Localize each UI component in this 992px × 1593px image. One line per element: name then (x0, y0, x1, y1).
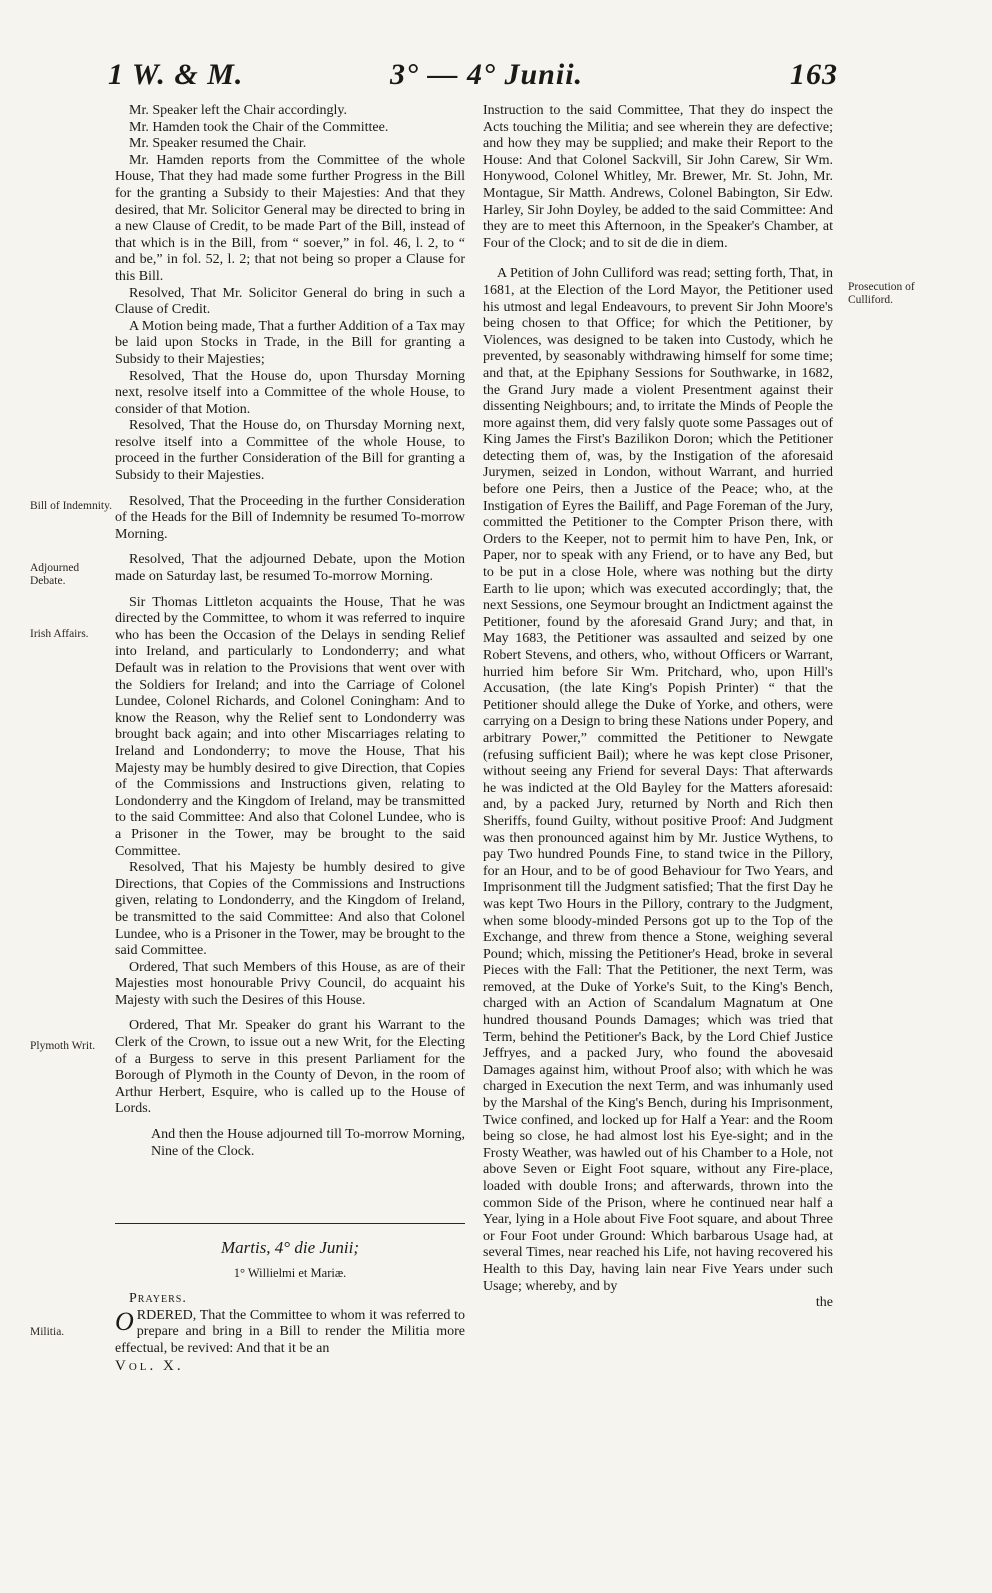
sitting-date: Martis, 4° die Junii; (220, 1238, 360, 1257)
regnal-date: 1° Willielmi et Mariæ. (233, 1265, 347, 1280)
militia-order-text: RDERED, That the Committee to whom it was referred to prepare and bring in a Bill to render the Militia more effectual, be revived: And that it be an (115, 1307, 465, 1356)
paragraph: Resolved, That Mr. Solicitor General do bring in such a Clause of Credit. (115, 285, 465, 318)
paragraph: Mr. Hamden took the Chair of the Committee. (129, 119, 389, 135)
adjournment-line: And then the House adjourned till To-morrow Morning, Nine of the Clock. (151, 1127, 465, 1159)
paragraph-bill-of-indemnity: Resolved, That the Proceeding in the further Consideration of the Heads for the Bill of Indemnity be resumed To-morrow Morning. (115, 493, 465, 542)
volume-signature: Vol. X. (115, 1357, 184, 1374)
prayers-heading: Prayers. (129, 1291, 187, 1307)
margin-note-militia: Militia. (30, 1326, 65, 1338)
page-number: 163 (790, 58, 838, 91)
running-head-regnal-year: 1 W. & M. (108, 58, 244, 91)
paragraph: Resolved, That his Majesty be humbly desired to give Directions, that Copies of the Commissions and Instructions given, relating to Londonderry, and the Kingdom of Ireland, be transmitted to the said Committee: And also that Colonel Lundee, who is a Prisoner in the Tower, may be brought to the said Committee. (115, 860, 465, 959)
margin-note-adjourned-debate: Adjourned Debate. (30, 562, 80, 587)
section-rule (115, 1223, 465, 1224)
margin-note-plymoth-writ: Plymoth Writ. (30, 1040, 96, 1052)
paragraph: Mr. Hamden reports from the Committee of the whole House, That they had made some further Progress in the Bill for the granting a Subsidy to their Majesties: And that they desired, that Mr. Solicitor General may be directed to bring in a new Clause of Credit, to be made Part of the Bill, instead of that which is in the Bill, from “ soever,” in fol. 46, l. 2, to “ and be,” in fol. 52, l. 2; that not being so proper a Clause for this Bill. (115, 152, 465, 284)
paragraph-continued: Instruction to the said Committee, That they do inspect the Acts touching the Militia; and see wherein they are defective; and how they may be supplied; and make their Report to the House: And that Colonel Sackvill, Sir John Carew, Sir Wm. Honywood, Colonel Whitley, Mr. Brewer, Mr. St. John, Mr. Montague, Sir Matth. Andrews, Colonel Babington, Sir Edw. Harley, Sir John Doyley, be added to the said Committee: And they are to meet this Afternoon, in the Speaker's Chamber, at Four of the Clock; and to sit de die in diem. (483, 103, 833, 251)
margin-note-prosecution: Prosecution of Culliford. (848, 281, 915, 306)
paragraph-militia (115, 1308, 465, 1358)
paragraph-plymoth-writ: Ordered, That Mr. Speaker do grant his Warrant to the Clerk of the Crown, to issue out a new Writ, for the Electing of a Burgess to serve in this present Parliament for the Borough of Plymoth in the County of Devon, in the room of Arthur Herbert, Esquire, who is called up to the House of Lords. (115, 1018, 465, 1117)
margin-note-irish-affairs: Irish Affairs. (30, 628, 89, 640)
paragraph: Resolved, That the House do, upon Thursday Morning next, resolve itself into a Committee of the whole House, to consider of that Motion. (115, 368, 465, 417)
paragraph: Mr. Speaker left the Chair accordingly. (129, 103, 347, 118)
left-column-new-day (115, 1240, 465, 1374)
paragraph: Resolved, That the House do, on Thursday Morning next, resolve itself into a Committee of the whole House, to proceed in the further Consideration of the Bill for granting a Subsidy to their Majesties. (115, 418, 465, 484)
right-column (483, 103, 833, 1312)
margin-note-bill-of-indemnity: Bill of Indemnity. (30, 500, 112, 512)
paragraph-irish-affairs: Sir Thomas Littleton acquaints the House, That he was directed by the Committee, to whom it was referred to inquire who has been the Occasion of the Delays in sending Relief into Ireland, and particularly to Londonderry; and what Default was in relation to the Provisions that went over with the Soldiers for Ireland; and into the Carriage of Colonel Lundee, Colonel Richards, and Colonel Coningham: And to know the Reason, why the Relief sent to Londonderry was brought back again; and into other Miscarriages relating to Ireland and Londonderry; to move the House, That his Majesty may be humbly desired to give Direction, that Copies of the Commissions and Instructions given, relating to Londonderry and the Kingdom of Ireland, may be transmitted to the said Committee: And also that Colonel Lundee, who is a Prisoner in the Tower, may be brought to the said Committee. (115, 594, 465, 859)
paragraph: Ordered, That such Members of this House, as are of their Majesties most honourable Privy Council, do acquaint his Majesty with such the Desires of this House. (115, 959, 465, 1008)
catchword: the (815, 1295, 833, 1311)
running-head-date: 3° — 4° Junii. (390, 58, 584, 91)
paragraph: A Motion being made, That a further Addition of a Tax may be laid upon Stocks in Trade, in the Bill for granting a Subsidy to their Majesties; (115, 318, 465, 367)
paragraph-adjourned-debate: Resolved, That the adjourned Debate, upon the Motion made on Saturday last, be resumed To-morrow Morning. (115, 552, 465, 585)
left-column (115, 103, 465, 1160)
paragraph-culliford-petition: A Petition of John Culliford was read; setting forth, That, in 1681, at the Election of the Lord Mayor, the Petitioner used his utmost and legal Endeavours, to prevent Sir John Moore's being chosen to that Office; for which the Petitioner, by Violences, was designed to be taken into Custody, which he prevented, by seasonably withdrawing himself for some time; and that, at the Epiphany Sessions for Southwarke, in 1682, the Grand Jury made a violent Presentment against their dissenting Neighbours; and, to irritate the Minds of People the more against them, did very falsly quote some Passages out of King James the First's Bazilikon Doron; which the Petitioner detecting them of, was, by the Instigation of the aforesaid Jurymen, seized in London, without Warrant, and hurried before one Peirs, then a Justice of the Peace; who, at the Instigation of Eyres the Bailiff, and Page Foreman of the Jury, committed the Petitioner to the Compter Prison there, with Orders to the Keeper, not to permit him to have Pen, Ink, or Paper, nor to speak with any Friend, or to have any Bed, but to be put in a close Hole, where was nothing but the dirty Earth to lie upon; which was executed accordingly; that, the next Sessions, one Seymour brought an Indictment against the Petitioner, found by the aforesaid Grand Jury; and that, in May 1683, the Petitioner was assaulted and seized by one Robert Stevens, and others, who, without Officers or Warrant, hurried him before Sir Wm. Pritchard, who, upon Hill's Accusation, (the late King's Popish Printer) “ that the Petitioner should allege the Duke of Yorke, and others, were carrying on a Design to bring these Nations under Popery, and arbitrary Power,” committed the Petitioner to Newgate (refusing sufficient Bail); where he was kept close Prisoner, without seeing any Friend for several Days: That afterwards he was indicted at the Old Bayley for the Matters aforesaid: and, by a packed Jury, returned by North and Rich then Sheriffs, found Guilty, without positive Proof: And Judgment was then pronounced against him by Mr. Justice Wythens, to pay Two hundred Pounds Fine, to stand twice in the Pillory, for an Hour, and to be of good Behaviour for Two Years, and Imprisonment till the Judgment satisfied; That the first Day he was kept Two Hours in the Pillory, contrary to the Judgment, when some bloody-minded Persons got up to the Top of the Exchange, and threw from thence a Stone, weighing several Pound; which, missing the Petitioner's Head, broke in several Pieces with the Fall: That the Petitioner, the next Term, was removed, at the Duke of Yorke's Suit, to the King's Bench, charged with an Action of Scandalum Magnatum at One hundred thousand Pounds Damages; which was tried that Term, behind the Petitioner's Back, by the Lord Chief Justice Jeffryes, and a packed Jury, who found the abovesaid Damages against him, without Proof also; with which he was charged in Execution the next Term, and was inhumanly used by the Marshal of the King's Bench, during his Imprisonment, Twice confined, and locked up for Half a Year: and the Room being so close, he had almost lost his Eye-sight; and in the Frosty Weather, was hawled out of his Chamber to a Hole, not above Seven or Eight Foot square, without any Fire-place, loaded with double Irons; and afterwards, thrown into the common Side of the Prison, where he continued near half a Year, lying in a Hole about Five Foot square, and about Three or Four Foot under Ground: Which barbarous Usage had, at several Times, near reached his Life, not having recovered his Health to this Day, having lain near Five Years under such Usage; whereby, and by (483, 266, 833, 1294)
paragraph: Mr. Speaker resumed the Chair. (129, 136, 307, 152)
drop-cap: O (115, 1306, 134, 1336)
